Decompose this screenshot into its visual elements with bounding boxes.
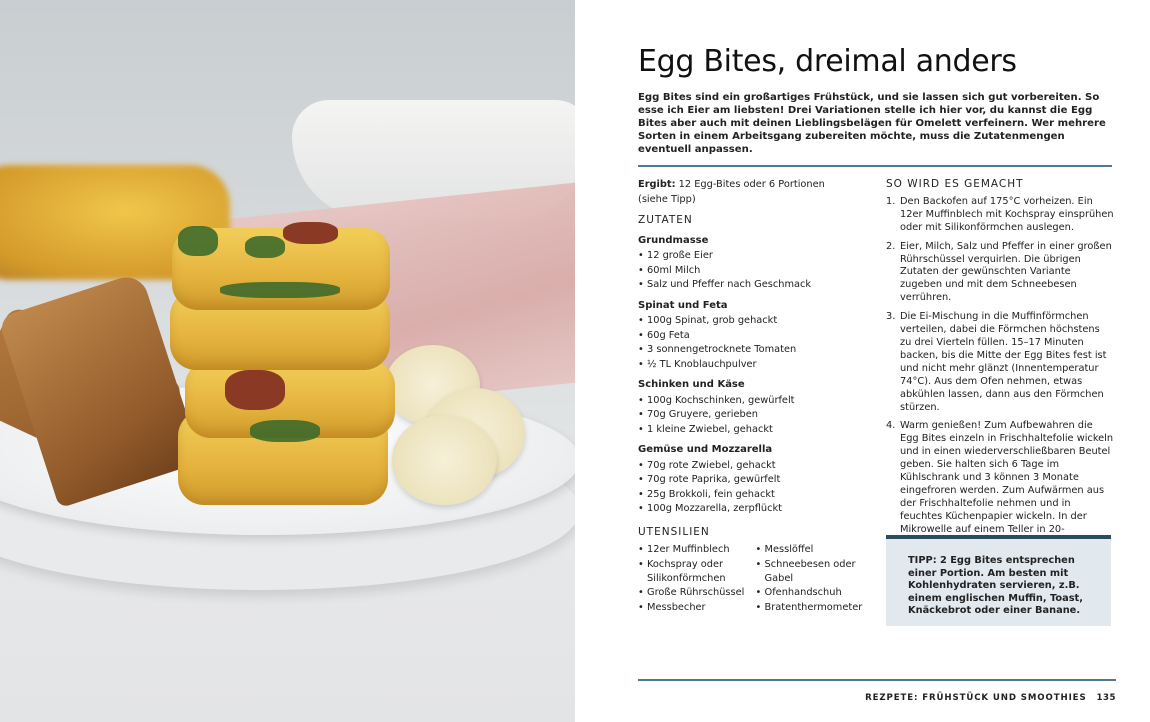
tip-box [886, 535, 1111, 626]
utensil-item: • Messlöffel [756, 543, 874, 556]
method-step [886, 241, 1114, 306]
utensils-section [638, 520, 873, 616]
ingredient-item: • 70g Gruyere, gerieben [638, 408, 828, 423]
recipe-title: Egg Bites, dreimal anders [638, 44, 1017, 79]
top-rule [638, 165, 1112, 167]
utensils-grid [638, 543, 873, 615]
yield-value: 12 Egg-Bites oder 6 Portionen (siehe Tipp) [638, 179, 825, 205]
utensil-item: • Schneebesen oder Gabel [756, 558, 874, 585]
utensil-item: • Kochspray oder Silikonförmchen [638, 558, 756, 585]
utensil-item: • Ofenhandschuh [756, 586, 874, 599]
footer-section: REZPETE: FRÜHSTÜCK UND SMOOTHIES [865, 693, 1087, 703]
page-footer [638, 693, 1116, 703]
method-steps [886, 196, 1114, 550]
ingredient-item: • 100g Spinat, grob gehackt [638, 314, 828, 329]
step-number: 2. [886, 240, 896, 252]
utensil-item: • Messbecher [638, 601, 756, 614]
ingredient-groups [638, 234, 828, 517]
ingredient-item: • 60ml Milch [638, 264, 828, 279]
page-number: 135 [1096, 693, 1116, 703]
step-text: Warm genießen! Zum Aufbewahren die Egg Bites einzeln in Frischhaltefolie wickeln und in einen wiederverschließbaren Beutel geben. Sie halten sich 6 Tage im Kühlschrank und 3 können 3 Monate eingefroren werden. Zum Aufwärmen aus der Frischhaltefolie nehmen und in feuchtes Küchenpapier wickeln. In der Mikrowelle auf einem Teller in 20- [900, 420, 1114, 535]
ingredient-item: • 100g Kochschinken, gewürfelt [638, 394, 828, 409]
ingredient-group-title: Spinat und Feta [638, 299, 728, 311]
ingredient-item: • 3 sonnengetrocknete Tomaten [638, 343, 828, 358]
yield-line [638, 178, 828, 207]
banana-slice [392, 415, 497, 505]
ingredient-item: • 12 große Eier [638, 249, 828, 264]
utensil-item: • Große Rührschüssel [638, 586, 756, 599]
ingredient-group-title: Gemüse und Mozzarella [638, 444, 773, 455]
utensils-list-right [756, 543, 874, 614]
ingredient-list [638, 394, 828, 438]
utensil-item: • 12er Muffinblech [638, 543, 756, 556]
step-number: 4. [886, 420, 896, 432]
ingredient-item: • 100g Mozzarella, zerpflückt [638, 502, 828, 517]
method-step [886, 311, 1114, 414]
method-step [886, 420, 1114, 549]
ingredient-list [638, 459, 828, 517]
spinach-piece [178, 226, 218, 256]
step-number: 3. [886, 311, 896, 323]
ingredient-item: • Salz und Pfeffer nach Geschmack [638, 278, 828, 293]
tomato-piece [225, 370, 285, 410]
tomato-piece [283, 222, 338, 244]
spinach-piece [250, 420, 320, 442]
ingredient-list [638, 314, 828, 372]
utensils-heading: UTENSILIEN [638, 526, 710, 538]
tip-text: TIPP: 2 Egg Bites entsprechen einer Portion. Am besten mit Kohlenhydraten servieren, z.B. einem englischen Muffin, Toast, Knäckebrot oder einer Banane. [908, 555, 1083, 616]
yield-label: Ergibt: [638, 179, 676, 190]
utensil-item: • Bratenthermometer [756, 601, 874, 614]
ingredient-group-title: Grundmasse [638, 234, 709, 246]
bottom-rule [638, 679, 1116, 681]
ingredient-group-title: Schinken und Käse [638, 379, 745, 390]
ingredient-item: • 60g Feta [638, 329, 828, 344]
step-text: Den Backofen auf 175°C vorheizen. Ein 12er Muffinblech mit Kochspray einsprühen oder mit Silikonförmchen auslegen. [900, 195, 1114, 233]
utensils-list-left [638, 543, 756, 614]
spinach-piece [245, 236, 285, 258]
ingredient-item: • 25g Brokkoli, fein gehackt [638, 488, 828, 503]
step-number: 1. [886, 195, 896, 207]
ingredients-heading: ZUTATEN [638, 214, 693, 226]
ingredient-item: • 70g rote Zwiebel, gehackt [638, 459, 828, 474]
ingredient-item: • 70g rote Paprika, gewürfelt [638, 473, 828, 488]
recipe-intro: Egg Bites sind ein großartiges Frühstück, und sie lassen sich gut vorbereiten. So esse ich Eier am liebsten! Drei Variationen stelle ich hier vor, du kannst die Egg Bites aber auch mit deinen Lieblingsbelägen für Omelett verfeinern. Wer mehrere Sorten in einem Arbeitsgang zubereiten möchte, muss die Zutatenmengen eventuell anpassen. [638, 92, 1106, 155]
method-step [886, 196, 1114, 235]
ingredient-list [638, 249, 828, 293]
method-column [886, 176, 1114, 555]
step-text: Eier, Milch, Salz und Pfeffer in einer großen Rührschüssel verquirlen. Die übrigen Zutaten der gewünschten Variante zugeben und mit dem Schneebesen verrühren. [900, 240, 1112, 304]
method-heading: SO WIRD ES GEMACHT [886, 178, 1024, 190]
ingredients-column [638, 178, 828, 517]
ingredient-item: • ½ TL Knoblauchpulver [638, 358, 828, 373]
step-text: Die Ei-Mischung in die Muffinförmchen verteilen, dabei die Förmchen höchstens zu drei Vierteln füllen. 15–17 Minuten backen, bis die Mitte der Egg Bites fest ist und nicht mehr glänzt (Innentemperatur 74°C). Aus dem Ofen nehmen, etwas abkühlen lassen, dann aus den Förmchen stürzen. [900, 311, 1107, 413]
ingredient-item: • 1 kleine Zwiebel, gehackt [638, 423, 828, 438]
spinach-piece [220, 282, 340, 298]
